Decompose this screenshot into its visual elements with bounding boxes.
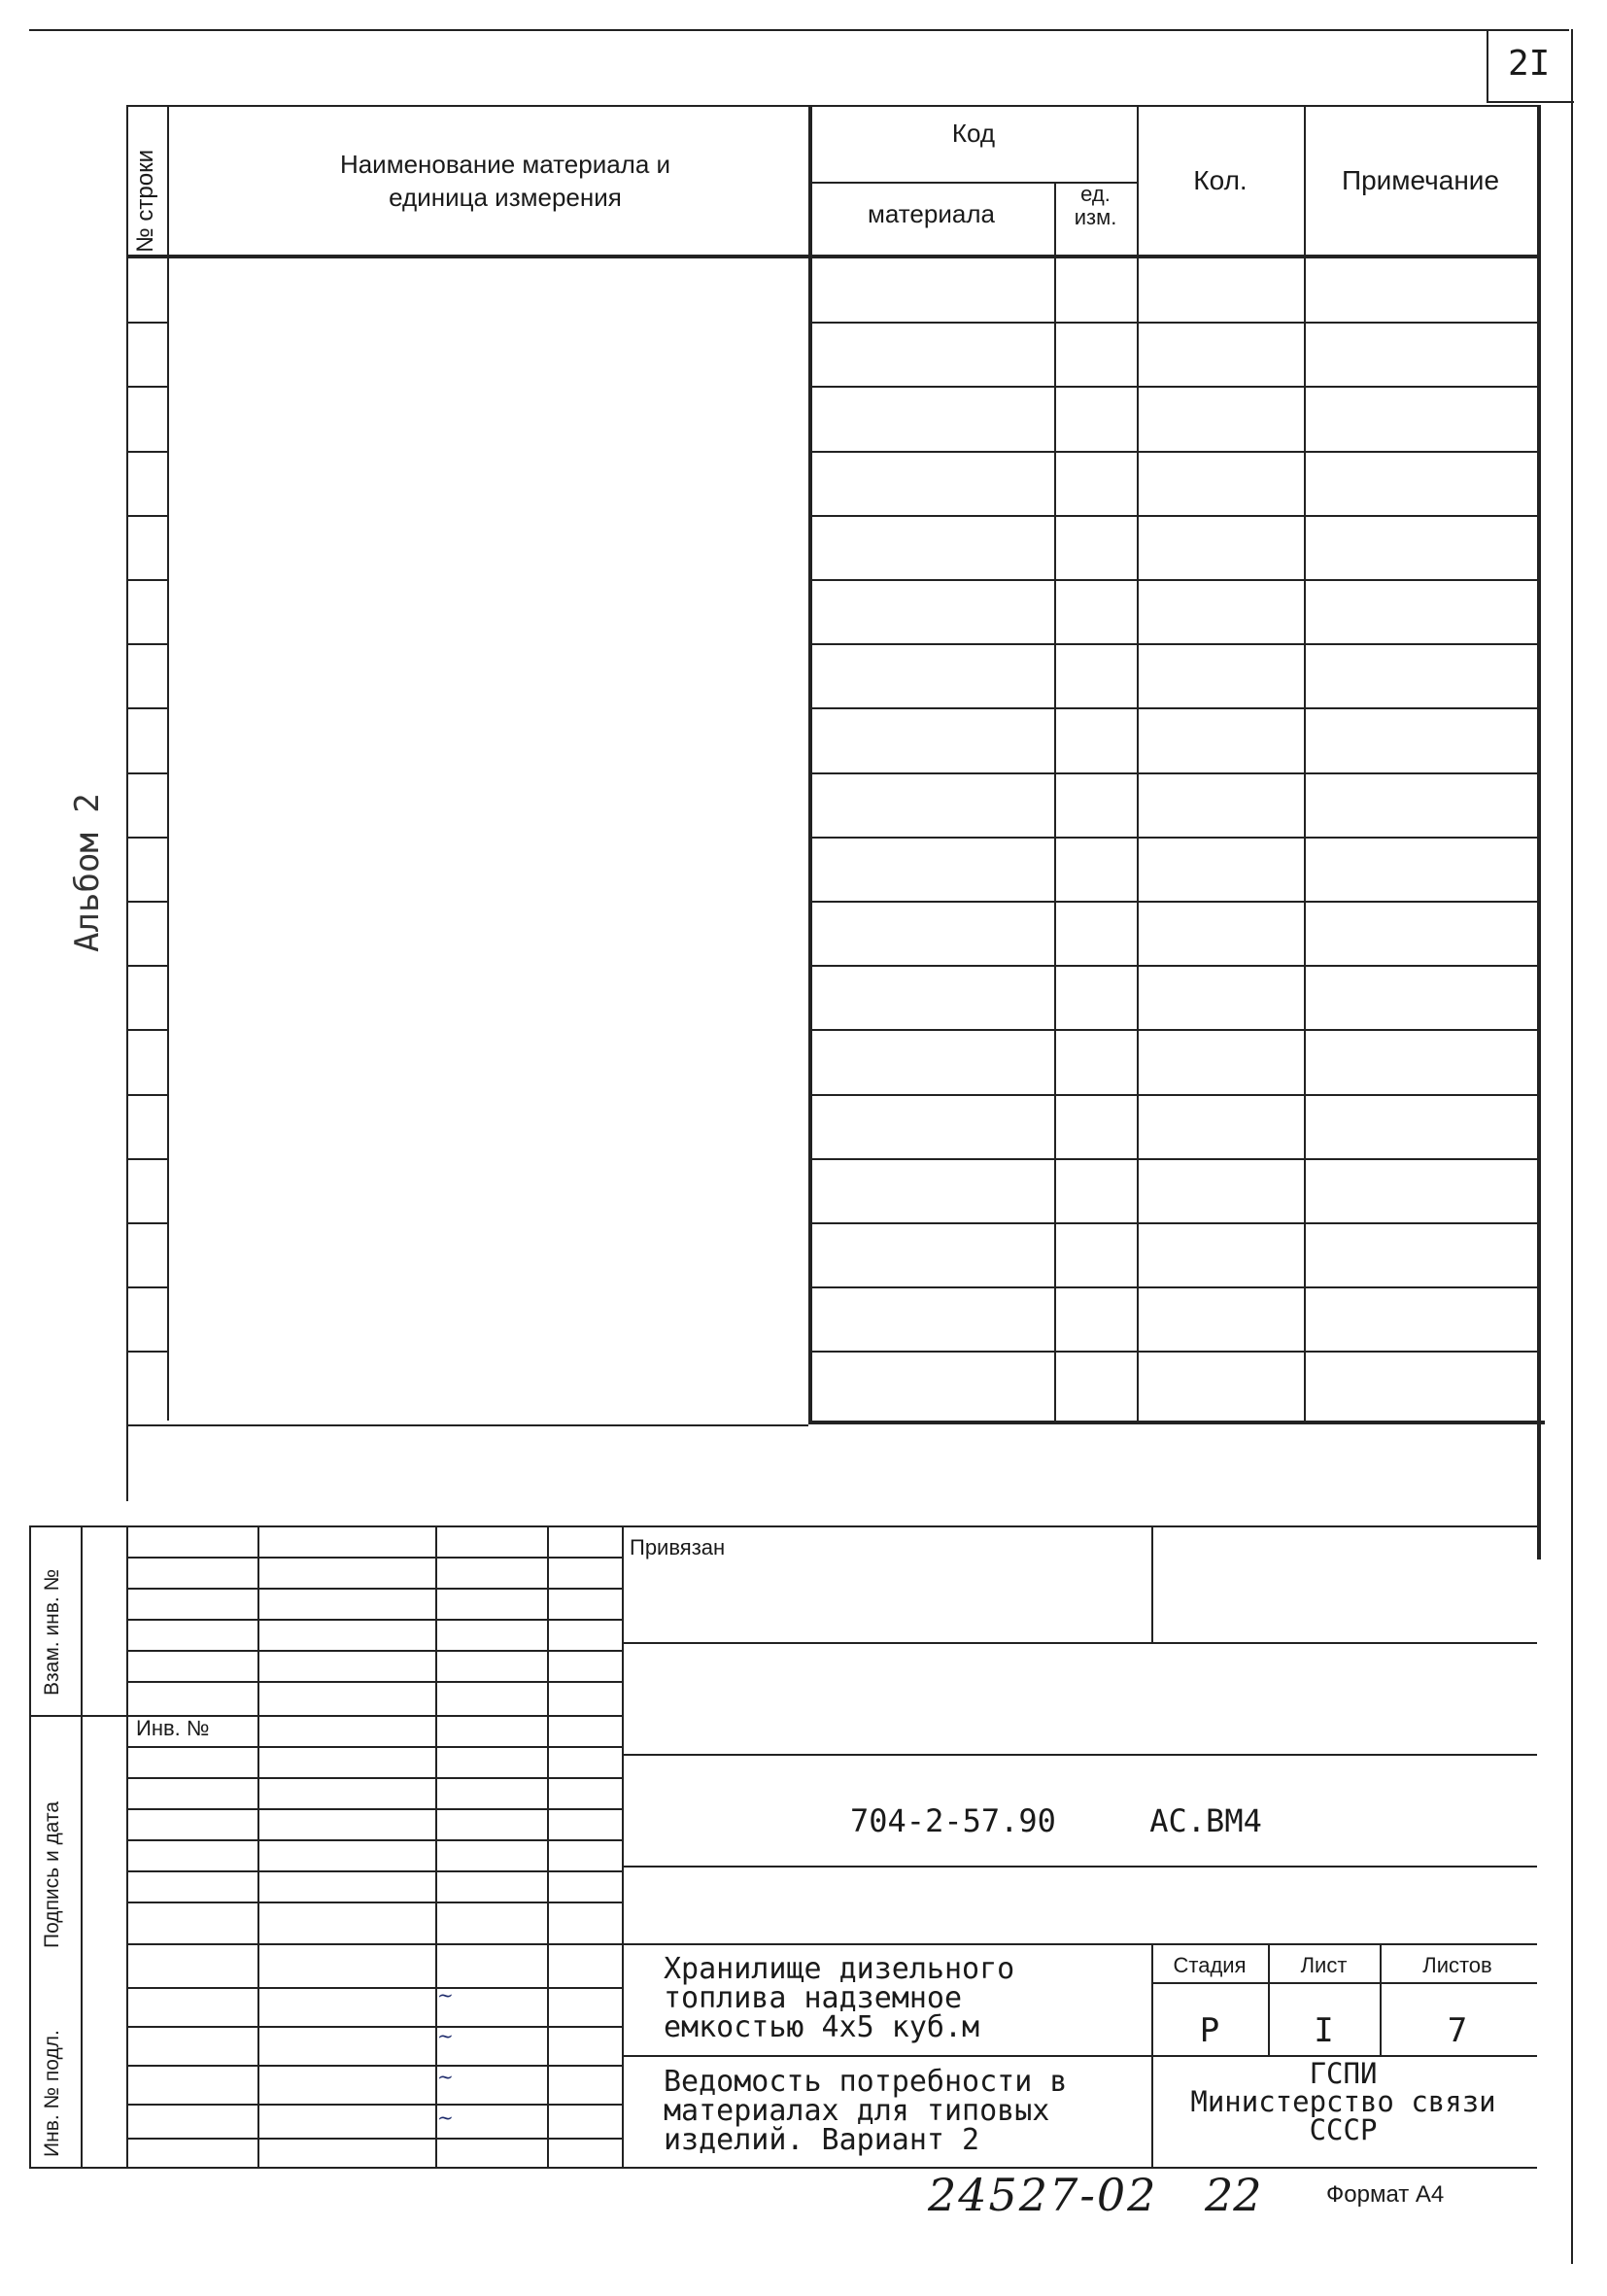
row-line-num xyxy=(126,965,167,967)
row-line-data xyxy=(808,643,1537,645)
podpis-data-label: Подпись и дата xyxy=(41,1800,63,1948)
right-border xyxy=(1571,29,1573,2264)
row-line-num xyxy=(126,1351,167,1353)
row-line-data xyxy=(808,322,1537,324)
row-line-data xyxy=(808,515,1537,517)
row-line-data xyxy=(808,965,1537,967)
row-line-num xyxy=(126,707,167,709)
header-bottom-line xyxy=(126,255,1537,258)
table-top-line xyxy=(126,105,1537,107)
header-material: материала xyxy=(868,199,995,228)
document-code: 704-2-57.90 АС.ВМ4 xyxy=(850,1802,1262,1839)
inv-no-label: Инв. № xyxy=(136,1716,210,1740)
signer-signature: ~ xyxy=(437,2024,454,2047)
row-line-num xyxy=(126,1029,167,1031)
stamp-sign-line xyxy=(126,1987,622,1989)
stamp-side-col xyxy=(81,1525,83,2167)
stamp-line-3 xyxy=(622,1866,1537,1868)
signer-signature: ~ xyxy=(437,1983,454,2006)
stamp-sign-line xyxy=(126,1619,622,1621)
header-note: Примечание xyxy=(1341,165,1500,195)
stamp-sign-line xyxy=(126,1525,622,1527)
sheet-title: Ведомость потребности в материалах для типовых изделий. Вариант 2 xyxy=(664,2065,1068,2157)
header-row-no: № строки xyxy=(132,149,158,253)
row-line-num xyxy=(126,322,167,324)
header-code: Код xyxy=(951,119,996,148)
stamp-sign-line xyxy=(126,1746,622,1748)
stamp-sign-line xyxy=(126,1588,622,1590)
album-label: Альбом 2 xyxy=(68,793,107,952)
stamp-sign-line xyxy=(126,1650,622,1652)
page-number: 2I xyxy=(1508,44,1551,84)
stamp-bottom-line xyxy=(29,2167,1537,2169)
col-line-3 xyxy=(1054,182,1056,1421)
row-line-num xyxy=(126,643,167,645)
stamp-sign-line xyxy=(126,2065,622,2067)
row-line-data xyxy=(808,386,1537,388)
row-line-num xyxy=(126,901,167,903)
sheet-value: I xyxy=(1314,2011,1334,2050)
sheets-label: Листов xyxy=(1422,1953,1492,1977)
col-line-1 xyxy=(167,105,169,1421)
object-title: Хранилище дизельного топлива надземное емкостью 4х5 куб.м xyxy=(664,1952,1015,2044)
col-line-0 xyxy=(126,105,128,1501)
row-line-num xyxy=(126,579,167,581)
row-line-data xyxy=(808,772,1537,774)
stamp-line-2 xyxy=(622,1754,1537,1756)
row-line-num xyxy=(126,837,167,839)
stage-value: Р xyxy=(1199,2011,1220,2050)
row-line-num xyxy=(126,1286,167,1288)
signer-signature: ~ xyxy=(437,2106,454,2129)
signer-signature: ~ xyxy=(437,2065,454,2088)
row-line-data xyxy=(808,1094,1537,1096)
stamp-col-a xyxy=(126,1525,128,2167)
stamp-col-e xyxy=(622,1525,624,2167)
row-line-num xyxy=(126,1222,167,1224)
stamp-sign-line xyxy=(126,2026,622,2028)
footer-code: 24527-02 xyxy=(928,2169,1158,2221)
row-line-data xyxy=(808,1286,1537,1288)
row-line-data xyxy=(808,707,1537,709)
top-border xyxy=(29,29,1569,31)
table-bottom-line-left xyxy=(126,1424,808,1426)
stamp-col-b xyxy=(257,1525,259,2167)
stamp-line-4 xyxy=(622,1943,1537,1945)
stamp-sign-line xyxy=(126,1870,622,1872)
header-name: Наименование материала и единица измерения xyxy=(339,150,671,212)
stamp-col-d xyxy=(547,1525,549,2167)
page-number-box-left xyxy=(1487,29,1488,102)
page-number-box-bottom xyxy=(1487,101,1574,103)
vzam-inv-label: Взам. инв. № xyxy=(41,1568,63,1696)
stamp-sign-line xyxy=(126,1681,622,1683)
stamp-sign-line xyxy=(126,1943,622,1945)
footer-page: 22 xyxy=(1205,2169,1262,2221)
privyazan-label: Привязан xyxy=(630,1535,726,1559)
col-line-6 xyxy=(1537,105,1541,1559)
sheet-label: Лист xyxy=(1300,1953,1348,1977)
row-line-data xyxy=(808,579,1537,581)
stamp-left-edge xyxy=(29,1525,31,2167)
row-line-data xyxy=(808,1351,1537,1353)
stamp-col-f xyxy=(1151,1525,1153,1642)
header-unit: ед. изм. xyxy=(1074,182,1117,229)
format-label: Формат А4 xyxy=(1326,2181,1445,2208)
stamp-line-1 xyxy=(622,1642,1537,1644)
row-line-num xyxy=(126,451,167,453)
stamp-sign-line xyxy=(126,1777,622,1779)
row-line-num xyxy=(126,1094,167,1096)
row-line-data xyxy=(808,837,1537,839)
stamp-sign-line xyxy=(126,1808,622,1810)
row-line-num xyxy=(126,772,167,774)
row-line-num xyxy=(126,515,167,517)
inv-podl-label: Инв. № подл. xyxy=(41,2030,63,2157)
row-line-data xyxy=(808,1029,1537,1031)
row-line-data xyxy=(808,451,1537,453)
stamp-side-line-1 xyxy=(29,1715,126,1717)
row-line-data xyxy=(808,901,1537,903)
table-bottom-line xyxy=(808,1421,1545,1424)
stamp-line-6 xyxy=(622,2055,1537,2057)
stamp-sign-line xyxy=(126,2104,622,2106)
stamp-line-5 xyxy=(1151,1982,1537,1984)
row-line-data xyxy=(808,1158,1537,1160)
stamp-sign-line xyxy=(126,1839,622,1841)
sheets-value: 7 xyxy=(1447,2011,1468,2050)
row-line-num xyxy=(126,386,167,388)
organization: ГСПИ Министерство связи СССР xyxy=(1190,2057,1496,2146)
stamp-sign-line xyxy=(126,1902,622,1903)
stage-label: Стадия xyxy=(1173,1953,1247,1977)
row-line-num xyxy=(126,1158,167,1160)
stamp-sign-line xyxy=(126,1557,622,1559)
row-line-data xyxy=(808,1222,1537,1224)
header-qty: Кол. xyxy=(1193,165,1248,195)
stamp-sign-line xyxy=(126,2138,622,2140)
